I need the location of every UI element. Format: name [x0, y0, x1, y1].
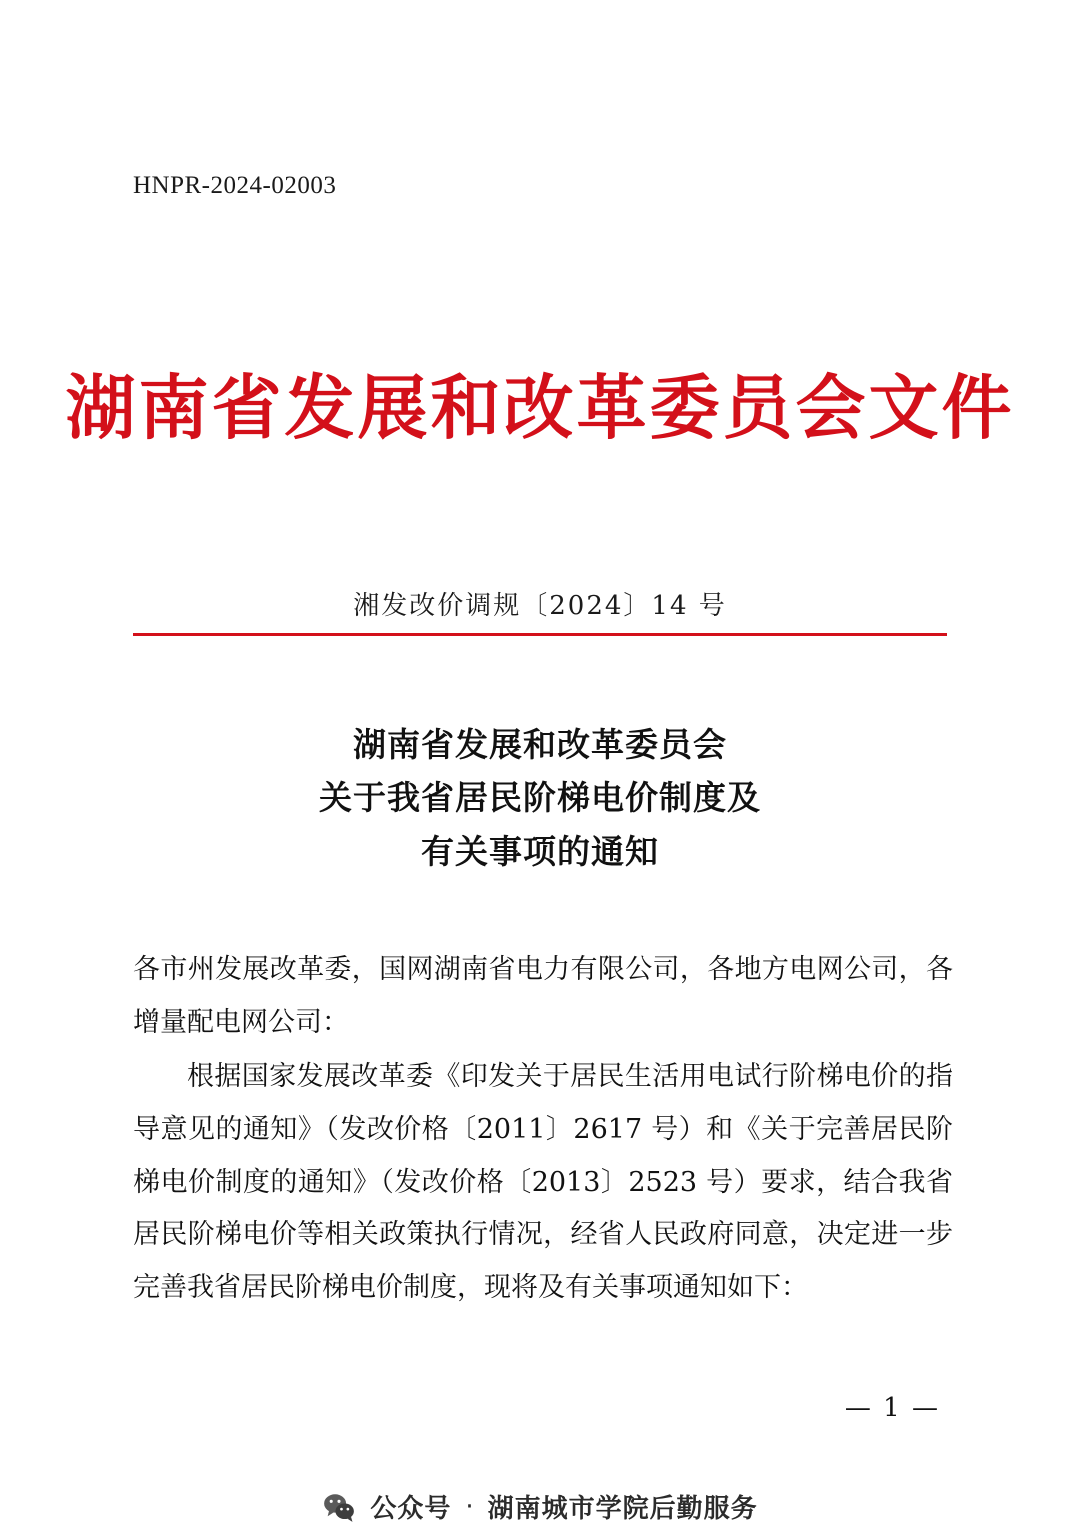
document-body	[133, 944, 953, 1316]
document-issue-number: 湘发改价调规〔2024〕14 号	[353, 591, 727, 621]
body-paragraph-basis: 根据国家发展改革委《印发关于居民生活用电试行阶梯电价的指导意见的通知》（发改价格〔2011〕2617 号）和《关于完善居民阶梯电价制度的通知》（发改价格〔2013〕2523 号）要求，结合我省居民阶梯电价等相关政策执行情况，经省人民政府同意，决定进一步完善我省居民阶梯电价制度，现将及有关事项通知如下：	[133, 1061, 953, 1303]
red-horizontal-rule	[133, 633, 947, 636]
document-title-line-1: 湖南省发展和改革委员会	[353, 725, 727, 764]
document-title	[0, 718, 1080, 878]
page-number: — 1 —	[844, 1393, 940, 1423]
document-masthead-title: 湖南省发展和改革委员会文件	[65, 366, 1015, 449]
footer-separator: ·	[465, 1491, 474, 1522]
footer-watermark	[0, 1478, 1080, 1535]
wechat-icon	[322, 1490, 356, 1524]
document-title-line-2: 关于我省居民阶梯电价制度及	[319, 778, 761, 818]
footer-account-name: 湖南城市学院后勤服务	[487, 1494, 758, 1524]
body-paragraph-addressee: 各市州发展改革委，国网湖南省电力有限公司，各地方电网公司，各增量配电网公司：	[133, 954, 953, 1038]
document-serial-number: HNPR-2024-02003	[133, 172, 337, 199]
document-title-line-3: 有关事项的通知	[421, 831, 659, 871]
footer-label: 公众号	[370, 1494, 452, 1524]
